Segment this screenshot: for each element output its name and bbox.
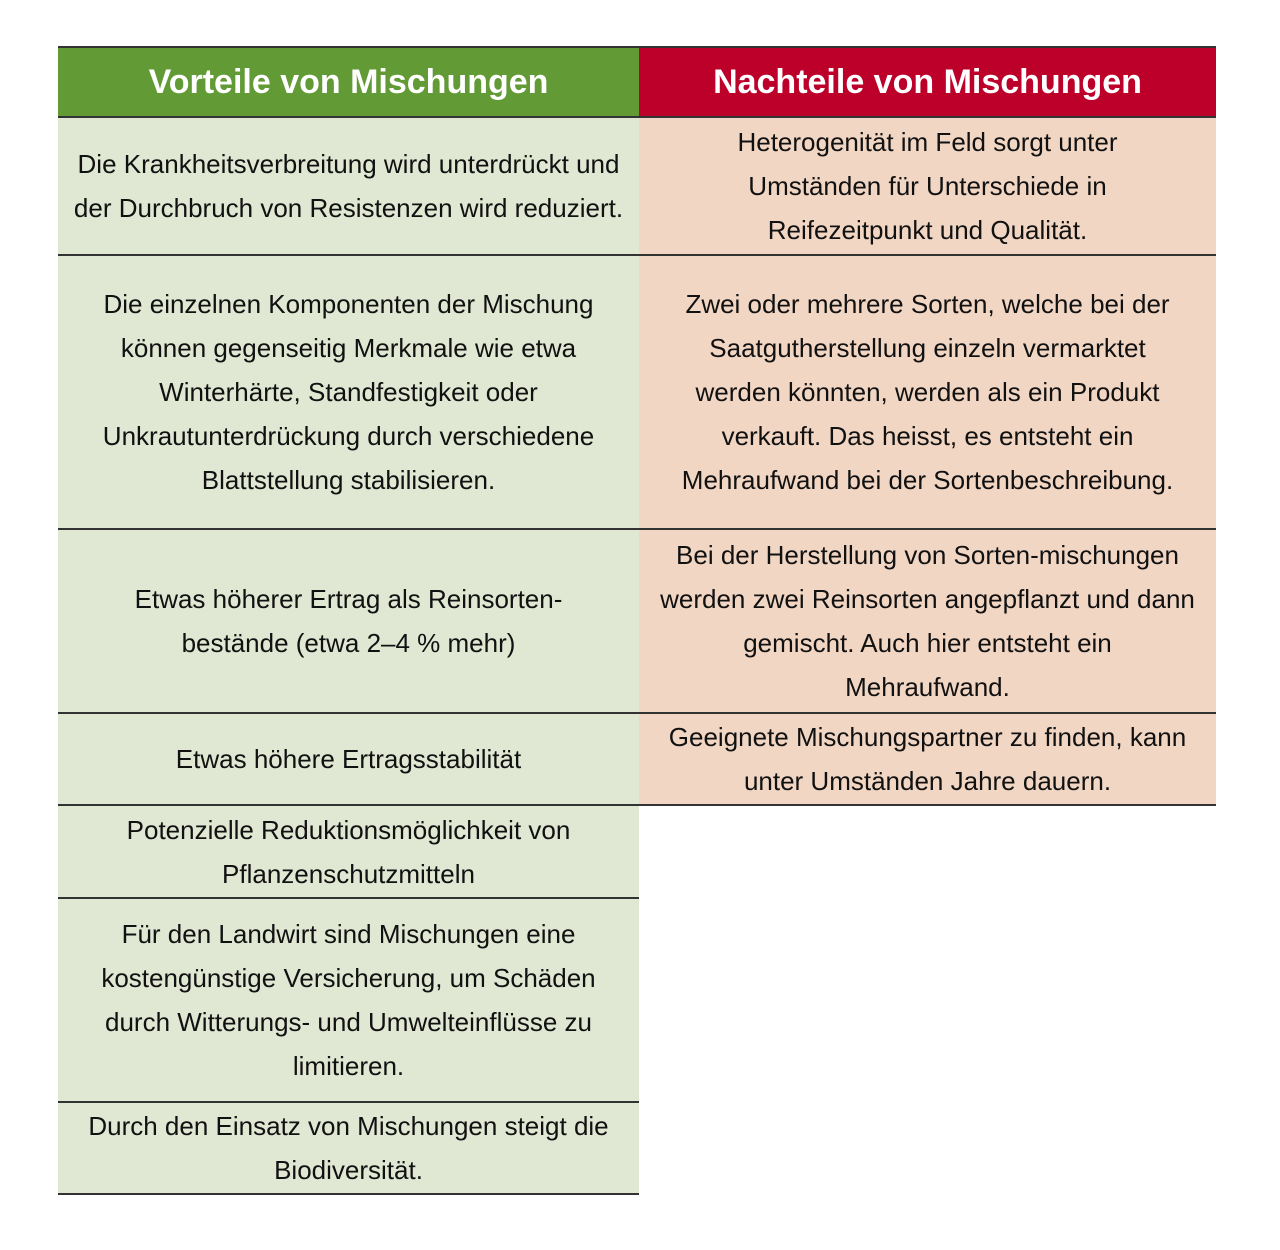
cons-column [639, 46, 1216, 806]
con-item: Bei der Herstellung von Sorten-mischungen werden zwei Reinsorten angepflanzt und dann gemischt. Auch hier entsteht ein Mehraufwand. [639, 530, 1216, 714]
pro-item: Die Krankheitsverbreitung wird unterdrückt und der Durchbruch von Resistenzen wird reduziert. [58, 118, 639, 256]
con-item: Heterogenität im Feld sorgt unter Umständen für Unterschiede in Reifezeitpunkt und Qualität. [639, 118, 1216, 256]
cons-header: Nachteile von Mischungen [639, 46, 1216, 118]
pro-item: Durch den Einsatz von Mischungen steigt die Biodiversität. [58, 1103, 639, 1195]
pros-header: Vorteile von Mischungen [58, 46, 639, 118]
pros-column [58, 46, 639, 1195]
pro-item: Etwas höhere Ertragsstabilität [58, 714, 639, 806]
con-item: Geeignete Mischungspartner zu finden, kann unter Umständen Jahre dauern. [639, 714, 1216, 806]
pro-item: Etwas höherer Ertrag als Reinsorten-bestände (etwa 2–4 % mehr) [58, 530, 639, 714]
con-item: Zwei oder mehrere Sorten, welche bei der Saatgutherstellung einzeln vermarktet werden könnten, werden als ein Produkt verkauft. Das heisst, es entsteht ein Mehraufwand bei der Sortenbeschreibung. [639, 256, 1216, 530]
pro-item: Die einzelnen Komponenten der Mischung können gegenseitig Merkmale wie etwa Winterhärte, Standfestigkeit oder Unkrautunterdrückung durch verschiedene Blattstellung stabilisieren. [58, 256, 639, 530]
pro-item: Potenzielle Reduktionsmöglichkeit von Pflanzenschutzmitteln [58, 806, 639, 899]
pro-item: Für den Landwirt sind Mischungen eine kostengünstige Versicherung, um Schäden durch Witterungs- und Umwelteinflüsse zu limitieren. [58, 899, 639, 1103]
